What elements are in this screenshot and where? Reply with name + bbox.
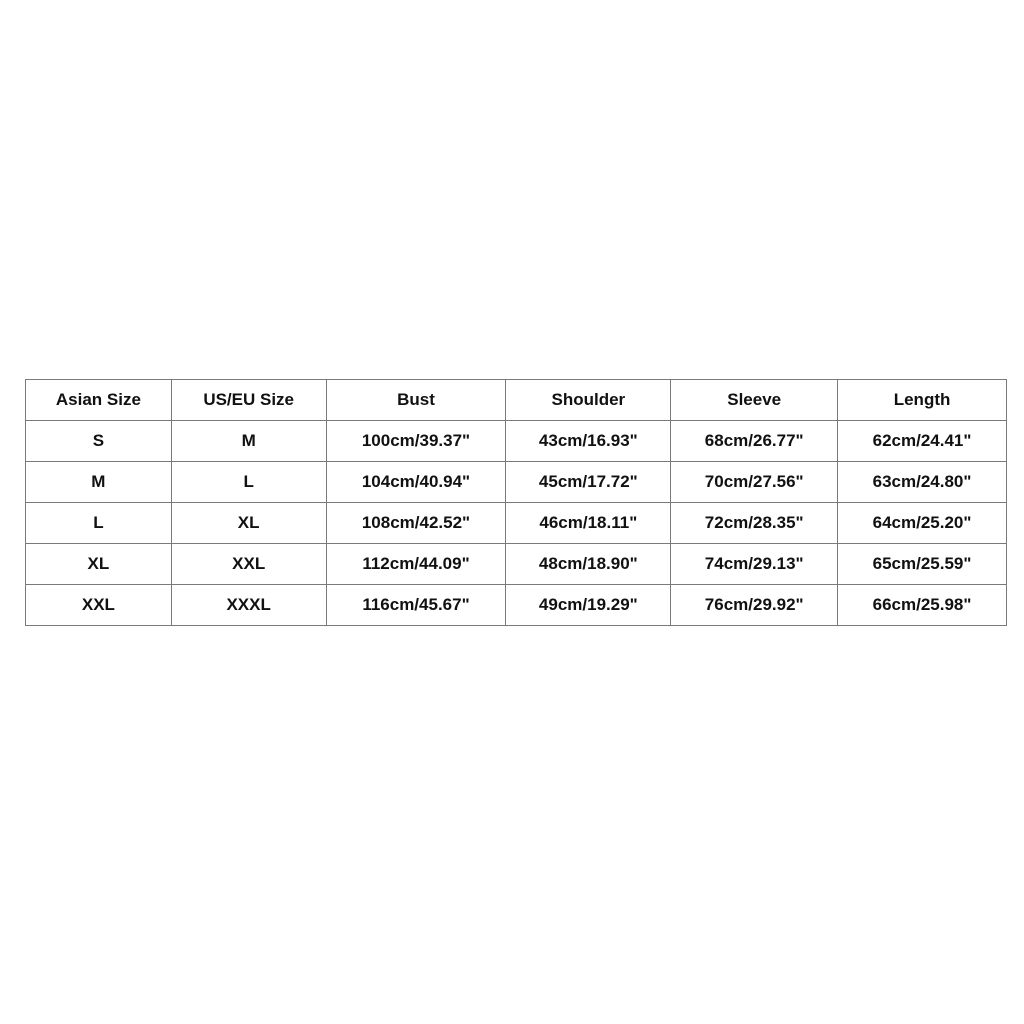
header-us-eu-size: US/EU Size <box>171 380 326 421</box>
table-row <box>26 503 1007 544</box>
cell-sleeve: 74cm/29.13" <box>671 544 838 585</box>
cell-us-eu-size: XXL <box>171 544 326 585</box>
cell-shoulder: 43cm/16.93" <box>506 421 671 462</box>
size-chart-table <box>25 379 1007 626</box>
cell-bust: 100cm/39.37" <box>326 421 506 462</box>
cell-sleeve: 70cm/27.56" <box>671 462 838 503</box>
header-bust: Bust <box>326 380 506 421</box>
cell-asian-size: M <box>26 462 172 503</box>
cell-us-eu-size: M <box>171 421 326 462</box>
header-shoulder: Shoulder <box>506 380 671 421</box>
cell-bust: 108cm/42.52" <box>326 503 506 544</box>
cell-length: 66cm/25.98" <box>838 585 1007 626</box>
cell-asian-size: L <box>26 503 172 544</box>
cell-asian-size: S <box>26 421 172 462</box>
cell-length: 64cm/25.20" <box>838 503 1007 544</box>
header-length: Length <box>838 380 1007 421</box>
table-row <box>26 585 1007 626</box>
cell-asian-size: XL <box>26 544 172 585</box>
header-row <box>26 380 1007 421</box>
table-row <box>26 421 1007 462</box>
cell-us-eu-size: XL <box>171 503 326 544</box>
cell-shoulder: 46cm/18.11" <box>506 503 671 544</box>
cell-sleeve: 68cm/26.77" <box>671 421 838 462</box>
cell-shoulder: 45cm/17.72" <box>506 462 671 503</box>
cell-sleeve: 76cm/29.92" <box>671 585 838 626</box>
cell-sleeve: 72cm/28.35" <box>671 503 838 544</box>
header-asian-size: Asian Size <box>26 380 172 421</box>
cell-bust: 116cm/45.67" <box>326 585 506 626</box>
cell-us-eu-size: XXXL <box>171 585 326 626</box>
cell-bust: 104cm/40.94" <box>326 462 506 503</box>
cell-bust: 112cm/44.09" <box>326 544 506 585</box>
cell-shoulder: 49cm/19.29" <box>506 585 671 626</box>
cell-asian-size: XXL <box>26 585 172 626</box>
table-row <box>26 462 1007 503</box>
header-sleeve: Sleeve <box>671 380 838 421</box>
cell-length: 65cm/25.59" <box>838 544 1007 585</box>
cell-shoulder: 48cm/18.90" <box>506 544 671 585</box>
cell-us-eu-size: L <box>171 462 326 503</box>
table-row <box>26 544 1007 585</box>
cell-length: 63cm/24.80" <box>838 462 1007 503</box>
cell-length: 62cm/24.41" <box>838 421 1007 462</box>
